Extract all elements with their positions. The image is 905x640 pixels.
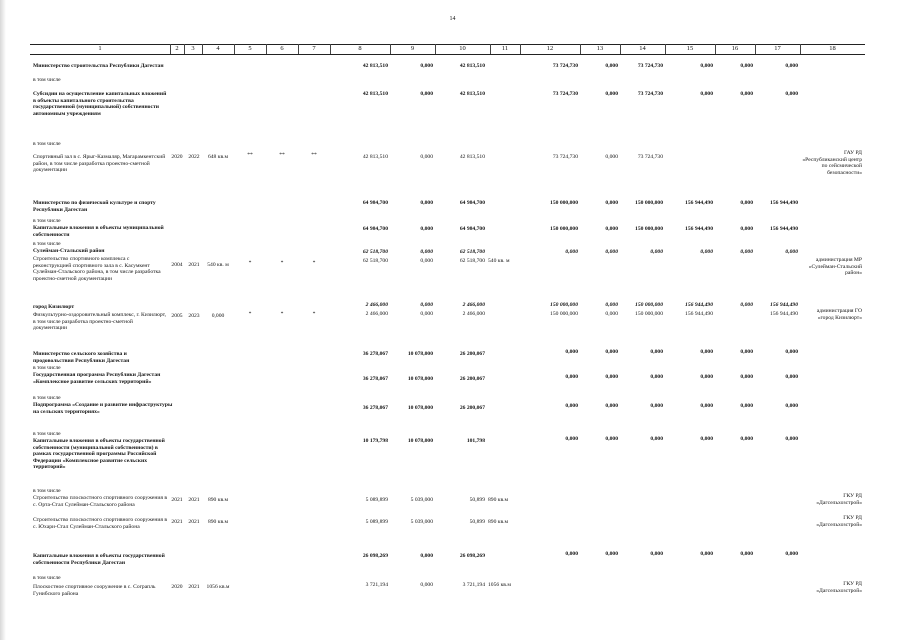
cell-c16: 0,000 xyxy=(740,403,753,409)
cell-c13: 0,000 xyxy=(605,91,618,97)
cell-c2: 2021 xyxy=(171,497,183,503)
cell-c18: ГАУ РД «Республиканский центр по сейсмической безопасности» xyxy=(802,150,862,176)
cell-c15: 0,000 xyxy=(700,551,713,557)
cell-c9: 0,000 xyxy=(420,200,433,206)
col-divider xyxy=(490,44,491,54)
cell-c8: 42 813,510 xyxy=(362,63,388,69)
col-num-12: 12 xyxy=(546,45,554,52)
cell-c15: 0,000 xyxy=(700,249,713,255)
cell-c3: 2021 xyxy=(188,497,200,503)
col-divider xyxy=(620,44,621,54)
cell-c9: 0,000 xyxy=(420,582,433,588)
cell-c9: 10 078,000 xyxy=(407,376,433,382)
cell-c15: 156 944,490 xyxy=(685,302,713,308)
row-name: Строительство плоскостного спортивного сооружения в с. Юхари-Стал Сулейман-Стальского района xyxy=(33,517,168,530)
cell-c9: 0,000 xyxy=(420,154,433,160)
cell-c11: 540 кв. м xyxy=(488,258,510,264)
col-num-4: 4 xyxy=(216,45,220,52)
row-name: Плоскостное спортивное сооружение в с. Сограпль Гунибского района xyxy=(33,584,156,597)
cell-c13: 0,000 xyxy=(605,374,618,380)
cell-c12: 150 000,000 xyxy=(550,311,578,317)
cell-c15: 0,000 xyxy=(700,91,713,97)
cell-c14: 0,000 xyxy=(650,436,663,442)
col-num-11: 11 xyxy=(501,45,509,52)
cell-c12: 0,000 xyxy=(565,551,578,557)
cell-c13: 0,000 xyxy=(605,403,618,409)
cell-c8: 64 984,700 xyxy=(362,200,388,206)
cell-c10: 64 984,700 xyxy=(459,200,485,206)
cell-c4: 540 кв. м xyxy=(207,262,229,268)
row-sub: в том числе xyxy=(33,395,61,401)
cell-c9: 5 039,000 xyxy=(410,519,433,525)
cell-c11: 1056 кв.м xyxy=(488,582,511,588)
cell-c10: 26 200,067 xyxy=(459,351,485,357)
cell-c12: 73 724,730 xyxy=(552,154,578,160)
row-name: Сулейман-Стальский район xyxy=(33,248,105,254)
cell-c12: 73 724,730 xyxy=(552,91,578,97)
cell-c12: 150 000,000 xyxy=(550,200,578,206)
cell-c9: 0,000 xyxy=(420,249,433,255)
col-divider xyxy=(170,44,171,54)
cell-c6: * xyxy=(280,260,284,266)
row-sub: в том числе xyxy=(33,218,61,224)
col-num-6: 6 xyxy=(280,45,284,52)
col-divider xyxy=(298,44,299,54)
cell-c13: 0,000 xyxy=(605,200,618,206)
col-divider xyxy=(800,44,801,54)
row-sub: в том числе xyxy=(33,488,61,494)
row-name: Спортивный зал в с. Ярыг-Казмаляр, Магарамкентский район, в том числе разработка проектно-сметной документации xyxy=(33,154,166,174)
cell-c12: 0,000 xyxy=(565,436,578,442)
col-num-13: 13 xyxy=(596,45,604,52)
cell-c3: 2021 xyxy=(188,519,200,525)
cell-c9: 10 078,000 xyxy=(407,351,433,357)
cell-c10: 42 813,510 xyxy=(459,91,485,97)
cell-c12: 0,000 xyxy=(565,403,578,409)
scan-edge-shadow xyxy=(0,0,6,640)
cell-c15: 156 944,490 xyxy=(685,226,713,232)
col-num-5: 5 xyxy=(248,45,252,52)
cell-c17: 0,000 xyxy=(785,403,798,409)
cell-c10: 64 984,700 xyxy=(459,226,485,232)
col-num-18: 18 xyxy=(829,45,836,52)
cell-c3: 2023 xyxy=(188,313,200,319)
cell-c6: ** xyxy=(279,152,285,158)
cell-c17: 0,000 xyxy=(785,349,798,355)
row-name: Капитальные вложения в объекты государственной собственности Республики Дагестан xyxy=(33,553,165,566)
row-sub: в том числе xyxy=(33,365,61,371)
col-divider xyxy=(390,44,391,54)
cell-c17: 0,000 xyxy=(785,63,798,69)
cell-c9: 0,000 xyxy=(420,258,433,264)
cell-c10: 42 813,510 xyxy=(459,154,485,160)
cell-c3: 2022 xyxy=(188,154,200,160)
cell-c4: 648 кв.м xyxy=(207,154,229,160)
col-num-17: 17 xyxy=(774,45,781,52)
col-num-16: 16 xyxy=(731,45,739,52)
col-num-2: 2 xyxy=(175,45,179,52)
col-divider xyxy=(580,44,581,54)
col-num-1: 1 xyxy=(98,45,102,52)
col-divider xyxy=(435,44,436,54)
cell-c7: ** xyxy=(311,152,317,158)
cell-c10: 3 721,194 xyxy=(462,582,485,588)
row-name: Субсидии на осуществление капитальных вложений в объекты капитального строительства государственной (муниципальной) собственности автономным учреждениям xyxy=(33,91,167,117)
row-sub: в том числе xyxy=(33,77,61,83)
cell-c8: 36 278,067 xyxy=(362,351,388,357)
cell-c13: 0,000 xyxy=(605,349,618,355)
cell-c17: 156 944,490 xyxy=(770,200,798,206)
col-num-8: 8 xyxy=(358,45,362,52)
cell-c10: 26 200,067 xyxy=(459,376,485,382)
cell-c9: 10 078,000 xyxy=(407,405,433,411)
col-divider xyxy=(665,44,666,54)
cell-c9: 0,000 xyxy=(420,553,433,559)
cell-c12: 0,000 xyxy=(565,249,578,255)
cell-c16: 0,000 xyxy=(740,91,753,97)
cell-c15: 0,000 xyxy=(700,403,713,409)
cell-c9: 0,000 xyxy=(420,226,433,232)
row-name: Государственная программа Республики Дагестан «Комплексное развитие сельских территорий» xyxy=(33,372,161,385)
col-divider xyxy=(266,44,267,54)
cell-c13: 0,000 xyxy=(605,311,618,317)
cell-c17: 0,000 xyxy=(785,551,798,557)
cell-c15: 0,000 xyxy=(700,436,713,442)
header-bottom-rule xyxy=(30,54,865,55)
cell-c18: администрация МР «Сулейман-Стальский район» xyxy=(808,257,862,277)
cell-c8: 2 466,000 xyxy=(365,311,388,317)
cell-c17: 156 944,490 xyxy=(770,226,798,232)
cell-c17: 0,000 xyxy=(785,249,798,255)
cell-c14: 73 724,730 xyxy=(637,154,663,160)
col-num-14: 14 xyxy=(639,45,646,52)
row-name: Физкультурно-оздоровительный комплекс, г. Кизилюрт, в том числе разработка проектно-сметной документации xyxy=(33,312,167,332)
cell-c9: 0,000 xyxy=(420,91,433,97)
row-name: Строительство спортивного комплекса с реконструкцией спортивного зала в с. Касумкент Сулейман-Стальского района, в том числе разработка проектно-сметной документации xyxy=(33,256,161,282)
row-name: город Кизилюрт xyxy=(33,304,75,310)
cell-c14: 73 724,730 xyxy=(637,63,663,69)
cell-c7: * xyxy=(312,260,316,266)
cell-c8: 62 518,700 xyxy=(362,258,388,264)
cell-c9: 5 039,000 xyxy=(410,497,433,503)
cell-c10: 62 518,700 xyxy=(459,249,485,255)
cell-c8: 42 813,510 xyxy=(362,91,388,97)
cell-c16: 0,000 xyxy=(740,349,753,355)
cell-c14: 150 000,000 xyxy=(635,226,663,232)
cell-c14: 150 000,000 xyxy=(635,311,663,317)
row-name: Капитальные вложения в объекты муниципальной собственности xyxy=(33,225,164,238)
cell-c14: 0,000 xyxy=(650,403,663,409)
cell-c8: 10 179,798 xyxy=(362,438,388,444)
cell-c5: * xyxy=(248,260,252,266)
cell-c16: 0,000 xyxy=(740,374,753,380)
cell-c15: 0,000 xyxy=(700,374,713,380)
cell-c10: 101,798 xyxy=(466,438,485,444)
cell-c16: 0,000 xyxy=(740,63,753,69)
cell-c10: 2 466,000 xyxy=(462,311,485,317)
cell-c8: 64 984,700 xyxy=(362,226,388,232)
cell-c16: 0,000 xyxy=(740,436,753,442)
col-divider xyxy=(520,44,521,54)
cell-c16: 0,000 xyxy=(740,200,753,206)
cell-c15: 156 944,490 xyxy=(685,200,713,206)
row-name: Строительство плоскостного спортивного сооружения в с. Орта-Стал Сулейман-Стальского района xyxy=(33,495,168,508)
col-divider xyxy=(755,44,756,54)
cell-c18: ГКУ РД «Дагсельхозстрой» xyxy=(816,581,862,594)
cell-c3: 2021 xyxy=(188,262,200,268)
cell-c2: 2004 xyxy=(171,262,183,268)
row-name: Капитальные вложения в объекты государственной собственности (муниципальной собственности) в рамках государственной программы Российской Федерации «Комплексное развитие сельских территорий» xyxy=(33,438,165,471)
cell-c14: 0,000 xyxy=(650,374,663,380)
cell-c15: 0,000 xyxy=(700,349,713,355)
row-sub: в том числе xyxy=(33,141,61,147)
cell-c12: 0,000 xyxy=(565,349,578,355)
cell-c10: 26 200,067 xyxy=(459,405,485,411)
cell-c8: 26 098,269 xyxy=(362,553,388,559)
cell-c13: 0,000 xyxy=(605,302,618,308)
col-divider xyxy=(234,44,235,54)
cell-c10: 26 098,269 xyxy=(459,553,485,559)
cell-c18: ГКУ РД «Дагсельхозстрой» xyxy=(816,515,862,528)
cell-c8: 36 278,067 xyxy=(362,405,388,411)
cell-c17: 156 944,490 xyxy=(770,311,798,317)
cell-c3: 2021 xyxy=(188,584,200,590)
cell-c12: 73 724,730 xyxy=(552,63,578,69)
cell-c13: 0,000 xyxy=(605,249,618,255)
cell-c13: 0,000 xyxy=(605,63,618,69)
cell-c12: 150 000,000 xyxy=(550,226,578,232)
col-num-7: 7 xyxy=(312,45,316,52)
row-sub: в том числе xyxy=(33,431,61,437)
cell-c10: 50,899 xyxy=(469,519,485,525)
row-name: Министерство по физической культуре и спорту Республики Дагестан xyxy=(33,200,156,213)
cell-c8: 3 721,194 xyxy=(365,582,388,588)
cell-c6: * xyxy=(280,311,284,317)
cell-c4: 0,000 xyxy=(211,313,225,319)
cell-c17: 0,000 xyxy=(785,374,798,380)
cell-c13: 0,000 xyxy=(605,226,618,232)
cell-c13: 0,000 xyxy=(605,154,618,160)
cell-c16: 0,000 xyxy=(740,226,753,232)
cell-c10: 50,899 xyxy=(469,497,485,503)
cell-c13: 0,000 xyxy=(605,436,618,442)
cell-c18: ГКУ РД «Дагсельхозстрой» xyxy=(816,493,862,506)
cell-c17: 0,000 xyxy=(785,91,798,97)
page-number: 14 xyxy=(449,16,456,22)
cell-c11: 890 кв.м xyxy=(488,519,509,525)
cell-c14: 0,000 xyxy=(650,551,663,557)
cell-c11: 890 кв.м xyxy=(488,497,509,503)
cell-c2: 2021 xyxy=(171,519,183,525)
cell-c14: 0,000 xyxy=(650,249,663,255)
cell-c8: 42 813,510 xyxy=(362,154,388,160)
cell-c16: 0,000 xyxy=(740,551,753,557)
col-num-9: 9 xyxy=(410,45,415,52)
row-name: Министерство строительства Республики Дагестан xyxy=(33,63,164,69)
cell-c9: 10 078,000 xyxy=(407,438,433,444)
cell-c4: 890 кв.м xyxy=(207,497,229,503)
cell-c16: 0,000 xyxy=(740,302,753,308)
cell-c12: 0,000 xyxy=(565,374,578,380)
cell-c2: 2005 xyxy=(171,313,183,319)
cell-c8: 36 278,067 xyxy=(362,376,388,382)
col-num-3: 3 xyxy=(191,45,195,52)
cell-c5: * xyxy=(248,311,252,317)
cell-c2: 2020 xyxy=(171,584,183,590)
cell-c14: 73 724,730 xyxy=(637,91,663,97)
row-name: Министерство сельского хозяйства и продовольствия Республики Дагестан xyxy=(33,351,130,364)
cell-c17: 156 944,490 xyxy=(770,302,798,308)
cell-c10: 42 813,510 xyxy=(459,63,485,69)
cell-c4: 890 кв.м xyxy=(207,519,229,525)
cell-c16: 0,000 xyxy=(740,249,753,255)
cell-c8: 62 518,700 xyxy=(362,249,388,255)
cell-c14: 150 000,000 xyxy=(635,200,663,206)
cell-c10: 62 518,700 xyxy=(459,258,485,264)
cell-c14: 0,000 xyxy=(650,349,663,355)
col-divider xyxy=(184,44,185,54)
cell-c9: 0,000 xyxy=(420,311,433,317)
cell-c8: 2 466,000 xyxy=(365,302,388,308)
row-sub: в том числе xyxy=(33,241,61,247)
col-divider xyxy=(330,44,331,54)
cell-c7: * xyxy=(312,311,316,317)
col-divider xyxy=(715,44,716,54)
row-sub: в том числе xyxy=(33,575,61,581)
row-name: Подпрограмма «Создание и развитие инфраструктуры на сельских территориях» xyxy=(33,402,173,415)
cell-c9: 0,000 xyxy=(420,63,433,69)
cell-c15: 156 944,490 xyxy=(685,311,713,317)
cell-c15: 0,000 xyxy=(700,63,713,69)
cell-c14: 150 000,000 xyxy=(635,302,663,308)
cell-c13: 0,000 xyxy=(605,551,618,557)
cell-c5: ** xyxy=(247,152,253,158)
cell-c8: 5 089,899 xyxy=(365,497,388,503)
cell-c8: 5 089,899 xyxy=(365,519,388,525)
cell-c12: 150 000,000 xyxy=(550,302,578,308)
col-num-10: 10 xyxy=(459,45,466,52)
cell-c4: 1056 кв.м xyxy=(206,584,230,590)
cell-c2: 2020 xyxy=(171,154,183,160)
cell-c9: 0,000 xyxy=(420,302,433,308)
col-divider xyxy=(202,44,203,54)
cell-c18: администрация ГО «город Кизилюрт» xyxy=(816,308,862,321)
cell-c10: 2 466,000 xyxy=(462,302,485,308)
col-num-15: 15 xyxy=(686,45,694,52)
cell-c17: 0,000 xyxy=(785,436,798,442)
